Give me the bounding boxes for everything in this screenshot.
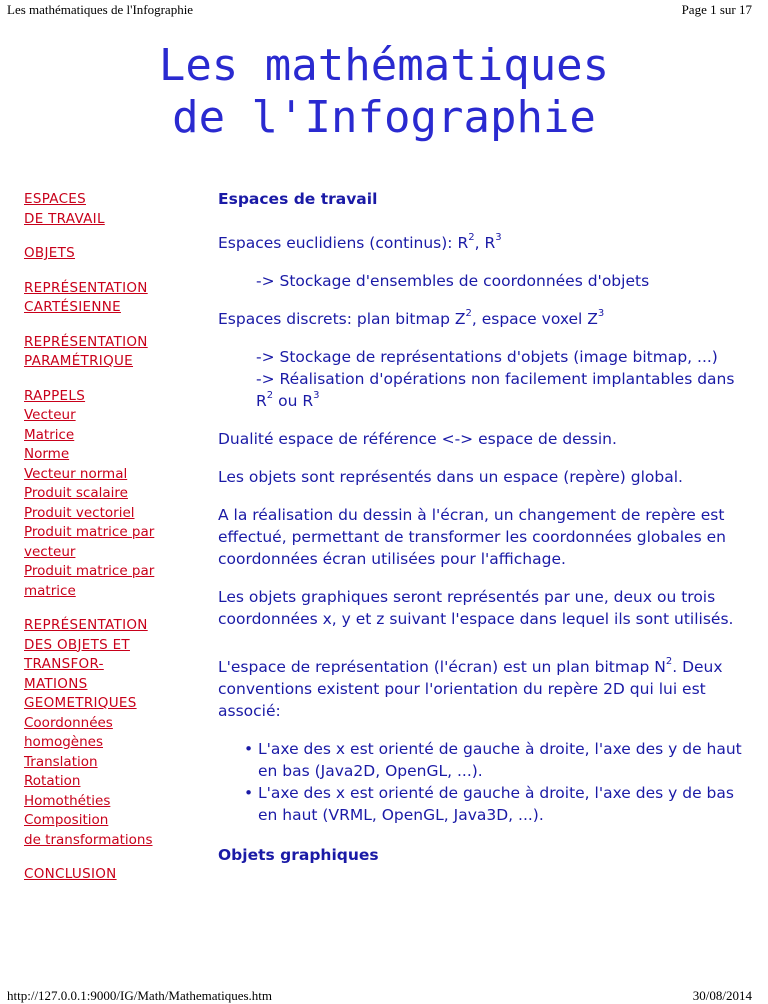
main-content <box>218 188 748 888</box>
paragraph-dualite: Dualité espace de référence <-> espace de dessin. <box>218 430 617 448</box>
page-title-line1: Les mathématiques <box>158 40 610 91</box>
section-heading-espaces: Espaces de travail <box>218 190 378 208</box>
paragraph-euclidiens: Espaces euclidiens (continus): $R^2$, $R^3$ <box>218 232 502 252</box>
nav-link-transfo-4[interactable]: MATIONS <box>24 675 88 692</box>
nav-link-transfo-1[interactable]: REPRÉSENTATION <box>24 617 148 633</box>
page-title <box>0 40 768 144</box>
nav-link-produit-matrice-vecteur-2[interactable]: vecteur <box>24 543 76 560</box>
nav-link-produit-matrice-matrice-1[interactable]: Produit matrice par <box>24 563 155 579</box>
nav-link-homotheties[interactable]: Homothéties <box>24 792 111 809</box>
nav-section-transformations <box>24 616 184 850</box>
nav-link-rotation[interactable]: Rotation <box>24 773 81 789</box>
print-header-page: Page 1 sur 17 <box>681 2 752 17</box>
nav-link-norme[interactable]: Norme <box>24 446 70 462</box>
sidebar-nav <box>24 190 184 900</box>
nav-link-cartesienne-1[interactable]: REPRÉSENTATION <box>24 279 148 296</box>
nav-link-produit-matrice-matrice-2[interactable]: matrice <box>24 582 76 599</box>
paragraph-changement-repere: A la réalisation du dessin à l'écran, un changement de repère est effectué, permettant de transformer les coordonnées globales en coordonnées écran utilisées pour l'affichage. <box>218 506 726 568</box>
nav-section-parametrique <box>24 333 184 372</box>
nav-link-coordonnees-2[interactable]: homogènes <box>24 734 103 750</box>
paragraph-discrets: Espaces discrets: plan bitmap $Z^2$, espace voxel $Z^3$ <box>218 308 605 328</box>
print-header-title: Les mathématiques de l'Infographie <box>7 2 194 17</box>
nav-section-rappels <box>24 387 184 602</box>
list-item: • L'axe des x est orienté de gauche à droite, l'axe des y de haut en bas (Java2D, OpenGL, ...). <box>258 738 748 782</box>
conventions-list <box>218 738 748 826</box>
nav-link-translation[interactable]: Translation <box>24 753 98 770</box>
nav-link-objets[interactable]: OBJETS <box>24 245 76 261</box>
nav-link-composition-1[interactable]: Composition <box>24 812 109 828</box>
nav-link-transfo-3[interactable]: TRANSFOR- <box>24 656 104 672</box>
print-footer-date: 30/08/2014 <box>692 988 752 1003</box>
nav-link-rappels[interactable]: RAPPELS <box>24 387 86 404</box>
nav-link-vecteur[interactable]: Vecteur <box>24 407 76 423</box>
nav-section-cartesienne <box>24 279 184 318</box>
nav-link-espaces-2[interactable]: DE TRAVAIL <box>24 210 105 227</box>
paragraph-objets-graphiques: Les objets graphiques seront représentés par une, deux ou trois coordonnées x, y et z suivant l'espace dans lequel ils sont utilisés. <box>218 588 734 628</box>
nav-section-conclusion <box>24 865 184 885</box>
page-title-line2: de l'Infographie <box>172 92 596 143</box>
nav-link-produit-scalaire[interactable]: Produit scalaire <box>24 485 128 501</box>
nav-link-produit-matrice-vecteur-1[interactable]: Produit matrice par <box>24 524 155 540</box>
nav-link-vecteur-normal[interactable]: Vecteur normal <box>24 465 128 482</box>
nav-link-transfo-5[interactable]: GEOMETRIQUES <box>24 695 137 711</box>
nav-section-objets <box>24 244 184 264</box>
paragraph-stockage-coordonnees: -> Stockage d'ensembles de coordonnées d'objets <box>256 272 650 290</box>
print-footer-url: http://127.0.0.1:9000/IG/Math/Mathematiques.htm <box>7 988 273 1003</box>
nav-link-produit-vectoriel[interactable]: Produit vectoriel <box>24 504 135 521</box>
nav-link-coordonnees-1[interactable]: Coordonnées <box>24 714 113 731</box>
nav-link-parametrique-2[interactable]: PARAMÉTRIQUE <box>24 353 134 369</box>
nav-link-transfo-2[interactable]: DES OBJETS ET <box>24 636 130 653</box>
section-heading-objets: Objets graphiques <box>218 846 379 864</box>
nav-section-espaces <box>24 190 184 229</box>
list-item: • L'axe des x est orienté de gauche à droite, l'axe des y de bas en haut (VRML, OpenGL, Java3D, ...). <box>258 782 748 826</box>
paragraph-espace-representation: L'espace de représentation (l'écran) est un plan bitmap $N^2$. Deux conventions existent pour l'orientation du repère 2D qui lui est associé: <box>218 656 723 720</box>
nav-link-parametrique-1[interactable]: REPRÉSENTATION <box>24 333 148 350</box>
paragraph-objets-representes: Les objets sont représentés dans un espace (repère) global. <box>218 468 683 486</box>
nav-link-matrice[interactable]: Matrice <box>24 426 75 443</box>
nav-link-composition-2[interactable]: de transformations <box>24 831 153 848</box>
paragraph-stockage-representations: -> Stockage de représentations d'objets (image bitmap, ...) -> Réalisation d'opérations non facilement implantables dans $R^2$ ou $R^3$ <box>256 348 735 410</box>
nav-link-cartesienne-2[interactable]: CARTÉSIENNE <box>24 299 121 315</box>
nav-link-conclusion[interactable]: CONCLUSION <box>24 866 117 882</box>
nav-link-espaces-1[interactable]: ESPACES <box>24 191 86 207</box>
